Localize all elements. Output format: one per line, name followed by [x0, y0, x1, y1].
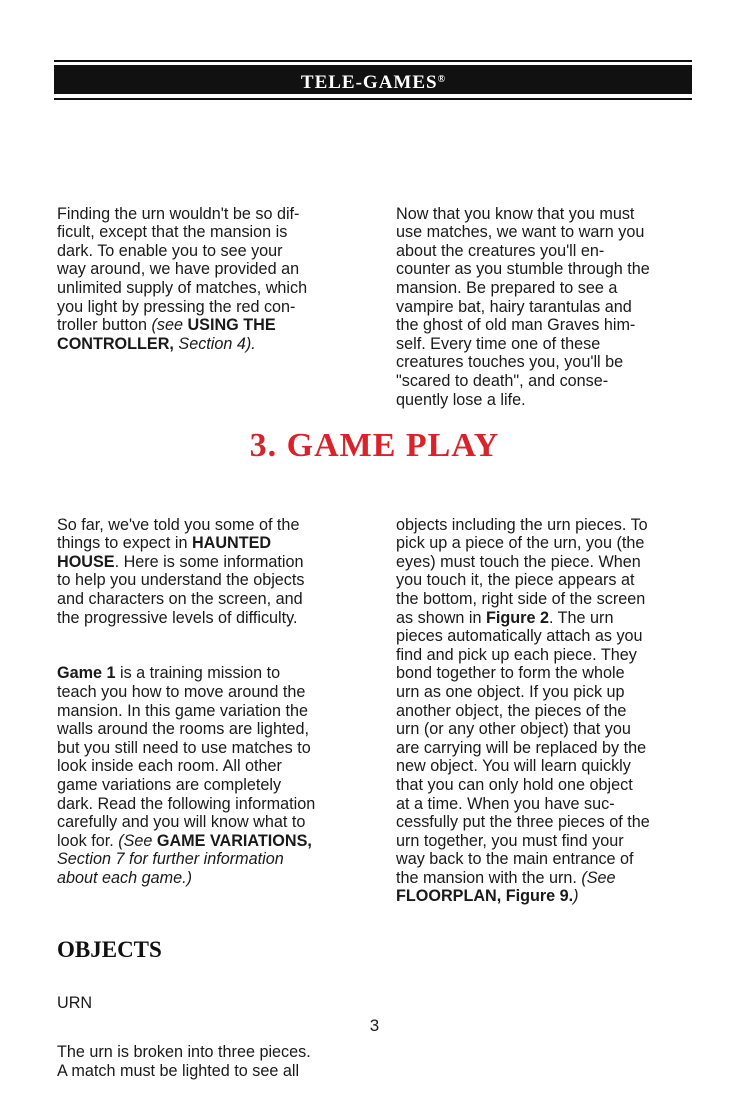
intro-text: So far, we've told you some of the things to expect in [57, 515, 300, 553]
intro-text-rest: . Here is some information to help you understand the objects and characters on the screen, and the progressive levels of difficulty. [57, 552, 305, 627]
see-text: (see [151, 316, 188, 335]
right-column [396, 497, 721, 925]
game1-paragraph [57, 664, 382, 887]
game-name: HAUNTED HOUSE [57, 534, 272, 571]
page-number: 3 [369, 1016, 380, 1035]
controller-reference: USING THE CONTROLLER, [57, 316, 276, 353]
top-left-column [57, 186, 377, 372]
game1-label: Game 1 [57, 664, 116, 683]
variations-reference: GAME VARIATIONS, [156, 831, 312, 850]
left-column [57, 497, 382, 1099]
top-right-column [396, 186, 716, 428]
floorplan-reference: FLOORPLAN, Figure 9. [396, 887, 574, 906]
closing-paren: ) [573, 887, 579, 906]
intro-paragraph [57, 516, 382, 628]
header-rule-top [54, 60, 692, 62]
urn-text: objects including the urn pieces. To pick up a piece of the urn, you (the eyes) must touch the piece. When you touch it, the piece appears at the bottom, right side of the screen as shown in [396, 515, 648, 627]
creatures-paragraph: Now that you know that you must use matches, we want to warn you about the creatures you'll en- counter as you stumble through the mansion. Be prepared to see a vampire bat, hairy tarantulas and the ghost of old man Graves him- self. Every time one of these creatures touches you, you'll be "scared to death", and conse- quently lose a life. [396, 204, 650, 409]
registered-mark: ® [437, 74, 446, 85]
see-text: (See [118, 831, 157, 850]
urn-text-rest: . The urn pieces automatically attach as you find and pick up each piece. They bond together to form the whole urn as one object. If you pick up another object, the pieces of the urn (or any other object) that you are carrying will be replaced by the new object. You will learn quickly that you can only hold one object at a time. When you have suc- cessfully put the three pieces of the urn together, you must find your way back to the main entrance of the mansion with the urn. [396, 608, 650, 887]
urn-heading: URN [57, 993, 93, 1012]
matches-text: Finding the urn wouldn't be so dif- ficult, except that the mansion is dark. To enable you to see your way around, we have provided an unlimited supply of matches, which you light by pressing the red con- troller button [57, 204, 308, 335]
header-banner [54, 65, 692, 94]
section-reference: Section 7 for further information about each game.) [57, 850, 284, 887]
objects-heading: OBJECTS [57, 936, 162, 962]
matches-paragraph [57, 205, 377, 354]
section-reference: Section 4). [173, 334, 256, 353]
game1-text: is a training mission to teach you how to move around the mansion. In this game variation the walls around the rooms are lighted, but you still need to use matches to look inside each room. All other game variations are completely dark. Read the following information carefully and you will know what to look for. [57, 664, 316, 850]
urn-pieces-paragraph [396, 516, 721, 906]
brand-name: TELE-GAMES [300, 72, 438, 93]
see-text: (See [581, 868, 616, 887]
urn-paragraph: The urn is broken into three pieces. A match must be lighted to see all [57, 1043, 311, 1080]
figure2-reference: Figure 2 [485, 608, 549, 627]
header-rule-bottom [54, 98, 692, 100]
section-title: 3. GAME PLAY [249, 427, 500, 464]
